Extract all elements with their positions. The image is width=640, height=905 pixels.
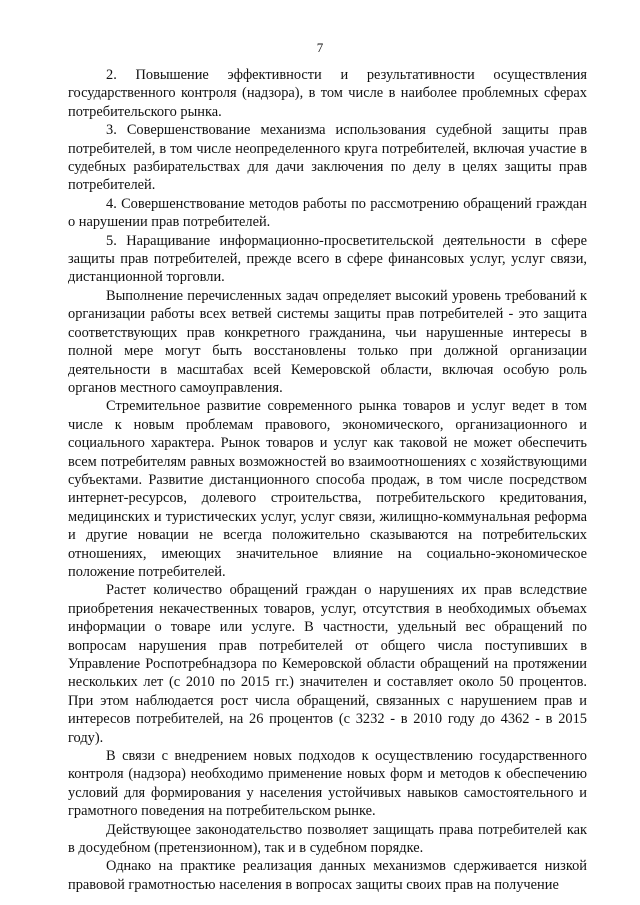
paragraph-new-approaches: В связи с внедрением новых подходов к осуществлению государственного контроля (надзора) необходимо применение новых форм и методов к обеспечению условий для формирования у населения устойчивых навыков самостоятельного и грамотного поведения на потребительском рынке. [68,748,587,820]
paragraph-task-2: 2. Повышение эффективности и результативности осуществления государственного контроля (надзора), в том числе в наиболее проблемных сферах потребительского рынка. [68,67,587,120]
paragraph-legislation: Действующее законодательство позволяет защищать права потребителей как в досудебном (претензионном), так и в судебном порядке. [68,821,587,857]
page-number: 7 [316,40,324,55]
paragraph-market-development: Стремительное развитие современного рынка товаров и услуг ведет в том числе к новым проблемам правового, экономического, организационного и социального характера. Рынок товаров и услуг как таковой не может обеспечить всем потребителям равных возможностей во взаимоотношениях с хозяйствующими субъектами. Развитие дистанционного способа продаж, в том числе посредством интернет-ресурсов, долевого строительства, потребительского кредитования, медицинских и туристических услуг, услуг связи, жилищно-коммунальная реформа и другие новации не всегда положительно сказываются на потребительских отношениях, имеющих значительное влияние на социально-экономическое положение потребителей. [68,398,587,580]
document-body [68,66,587,894]
paragraph-complaints-growth: Растет количество обращений граждан о нарушениях их прав вследствие приобретения некачественных товаров, услуг, отсутствия в необходимых объемах информации о товаре или услуге. В частности, удельный вес обращений по вопросам нарушения прав потребителей от общего числа поступивших в Управление Роспотребнадзора по Кемеровской области обращений на протяжении нескольких лет (с 2010 по 2015 гг.) значителен и составляет около 50 процентов. При этом наблюдается рост числа обращений, связанных с нарушением прав и интересов потребителей, на 26 процентов (с 3232 - в 2010 году до 4362 - в 2015 году). [68,582,587,746]
paragraph-task-5: 5. Наращивание информационно-просветительской деятельности в сфере защиты прав потребителей, прежде всего в сфере финансовых услуг, услуг связи, дистанционной торговли. [68,232,587,286]
paragraph-practice: Однако на практике реализация данных механизмов сдерживается низкой правовой грамотностью населения в вопросах защиты своих прав на получение [68,858,587,893]
paragraph-task-4: 4. Совершенствование методов работы по рассмотрению обращений граждан о нарушении прав потребителей. [68,195,587,231]
paragraph-requirements: Выполнение перечисленных задач определяет высокий уровень требований к организации работы всех ветвей системы защиты прав потребителей - это защита соответствующих прав конкретного гражданина, чьи нарушенные интересы в полной мере могут быть восстановлены только при должной организации деятельности в масштабах всей Кемеровской области, включая особую роль органов местного самоуправления. [68,287,587,396]
paragraph-task-3: 3. Совершенствование механизма использования судебной защиты прав потребителей, в том числе неопределенного круга потребителей, включая участие в судебных разбирательствах для дачи заключения по делу в целях защиты прав потребителей. [68,122,587,194]
